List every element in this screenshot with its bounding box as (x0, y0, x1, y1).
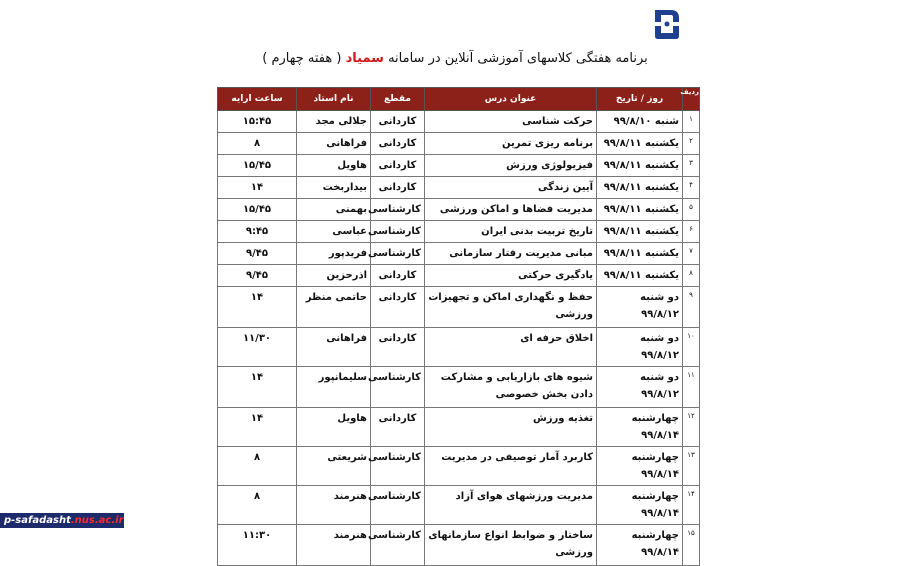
row-number: ۱۳ (683, 447, 700, 486)
date-cell: یکشنبه ۹۹/۸/۱۱ (597, 133, 683, 155)
course-cell: تاریخ تربیت بدنی ایران (425, 221, 597, 243)
table-row (218, 408, 700, 447)
header-teacher: نام استاد (297, 88, 371, 111)
header-date: روز / تاریخ (597, 88, 683, 111)
header-level: مقطع (371, 88, 425, 111)
level-cell: کارشناسی (371, 243, 425, 265)
teacher-cell: هنرمند (297, 525, 371, 566)
row-number: ۱۲ (683, 408, 700, 447)
teacher-cell: فریدپور (297, 243, 371, 265)
course-cell: کاربرد آمار توصیفی در مدیریت (425, 447, 597, 486)
course-cell: شیوه های بازاریابی و مشارکت دادن بخش خصوصی (425, 367, 597, 408)
level-cell: کاردانی (371, 155, 425, 177)
level-cell: کاردانی (371, 328, 425, 367)
level-cell: کاردانی (371, 177, 425, 199)
date-cell: یکشنبه ۹۹/۸/۱۱ (597, 265, 683, 287)
table-row (218, 155, 700, 177)
table-row (218, 221, 700, 243)
row-number: ۱۱ (683, 367, 700, 408)
date-cell: شنبه ۹۹/۸/۱۰ (597, 111, 683, 133)
teacher-cell: هاویل (297, 408, 371, 447)
table-header-row (218, 88, 700, 111)
row-number: ۱۵ (683, 525, 700, 566)
level-cell: کاردانی (371, 111, 425, 133)
time-cell: ۱۴ (218, 367, 297, 408)
teacher-cell: سلیمانپور (297, 367, 371, 408)
time-cell: ۹:۴۵ (218, 221, 297, 243)
teacher-cell: اذرحزین (297, 265, 371, 287)
time-cell: ۱۴ (218, 408, 297, 447)
level-cell: کارشناسی (371, 486, 425, 525)
time-cell: ۱۵/۴۵ (218, 199, 297, 221)
table-row (218, 328, 700, 367)
date-cell: یکشنبه ۹۹/۸/۱۱ (597, 177, 683, 199)
level-cell: کارشناسی (371, 221, 425, 243)
course-cell: تغذیه ورزش (425, 408, 597, 447)
level-cell: کاردانی (371, 265, 425, 287)
date-cell: چهارشنبه ۹۹/۸/۱۴ (597, 486, 683, 525)
header-time: ساعت ارایه (218, 88, 297, 111)
time-cell: ۸ (218, 133, 297, 155)
row-number: ۱۴ (683, 486, 700, 525)
university-logo (649, 6, 685, 42)
course-cell: حفظ و نگهداری اماکن و تجهیزات ورزشی (425, 287, 597, 328)
teacher-cell: فراهانی (297, 133, 371, 155)
time-cell: ۹/۴۵ (218, 243, 297, 265)
teacher-cell: هاویل (297, 155, 371, 177)
table-row (218, 111, 700, 133)
course-cell: برنامه ریزی تمرین (425, 133, 597, 155)
level-cell: کارشناسی (371, 367, 425, 408)
teacher-cell: بیداربخت (297, 177, 371, 199)
course-cell: اخلاق حرفه ای (425, 328, 597, 367)
row-number: ۳ (683, 155, 700, 177)
time-cell: ۹/۴۵ (218, 265, 297, 287)
date-cell: چهارشنبه ۹۹/۸/۱۴ (597, 447, 683, 486)
time-cell: ۱۵/۴۵ (218, 155, 297, 177)
date-cell: یکشنبه ۹۹/۸/۱۱ (597, 155, 683, 177)
teacher-cell: جلالی مجد (297, 111, 371, 133)
row-number: ۷ (683, 243, 700, 265)
website-watermark: p-safadasht.nus.ac.ir (0, 513, 124, 528)
level-cell: کاردانی (371, 133, 425, 155)
row-number: ۶ (683, 221, 700, 243)
date-cell: چهارشنبه ۹۹/۸/۱۴ (597, 525, 683, 566)
teacher-cell: فراهانی (297, 328, 371, 367)
date-cell: یکشنبه ۹۹/۸/۱۱ (597, 199, 683, 221)
table-row (218, 133, 700, 155)
page-title: برنامه هفتگی کلاسهای آموزشی آنلاین در سامانه سمیاد ( هفته چهارم ) (262, 51, 648, 66)
level-cell: کاردانی (371, 408, 425, 447)
teacher-cell: عباسی (297, 221, 371, 243)
level-cell: کارشناسی (371, 199, 425, 221)
row-number: ۱ (683, 111, 700, 133)
level-cell: کارشناسی (371, 447, 425, 486)
date-cell: یکشنبه ۹۹/۸/۱۱ (597, 221, 683, 243)
time-cell: ۱۱/۳۰ (218, 328, 297, 367)
system-name: سمیاد (345, 51, 384, 66)
level-cell: کاردانی (371, 287, 425, 328)
level-cell: کارشناسی (371, 525, 425, 566)
course-cell: حرکت شناسی (425, 111, 597, 133)
schedule-table (217, 87, 700, 566)
table-row (218, 265, 700, 287)
table-row (218, 367, 700, 408)
row-number: ۹ (683, 287, 700, 328)
table-row (218, 287, 700, 328)
time-cell: ۱۱:۳۰ (218, 525, 297, 566)
date-cell: دو شنبه ۹۹/۸/۱۲ (597, 367, 683, 408)
row-number: ۱۰ (683, 328, 700, 367)
table-row (218, 486, 700, 525)
table-row (218, 525, 700, 566)
course-cell: یادگیری حرکتی (425, 265, 597, 287)
table-row (218, 243, 700, 265)
row-number: ۴ (683, 177, 700, 199)
course-cell: مدیریت ورزشهای هوای آزاد (425, 486, 597, 525)
table-row (218, 177, 700, 199)
time-cell: ۱۴ (218, 287, 297, 328)
row-number: ۲ (683, 133, 700, 155)
date-cell: دو شنبه ۹۹/۸/۱۲ (597, 328, 683, 367)
course-cell: مدیریت فضاها و اماکن ورزشی (425, 199, 597, 221)
time-cell: ۸ (218, 447, 297, 486)
course-cell: ساختار و ضوابط انواع سازمانهای ورزشی (425, 525, 597, 566)
date-cell: یکشنبه ۹۹/۸/۱۱ (597, 243, 683, 265)
course-cell: مبانی مدیریت رفتار سازمانی (425, 243, 597, 265)
time-cell: ۸ (218, 486, 297, 525)
course-cell: آیین زندگی (425, 177, 597, 199)
date-cell: چهارشنبه ۹۹/۸/۱۴ (597, 408, 683, 447)
time-cell: ۱۵:۴۵ (218, 111, 297, 133)
date-cell: دو شنبه ۹۹/۸/۱۲ (597, 287, 683, 328)
course-cell: فیزیولوژی ورزش (425, 155, 597, 177)
header-course: عنوان درس (425, 88, 597, 111)
row-number: ۵ (683, 199, 700, 221)
teacher-cell: شریعتی (297, 447, 371, 486)
teacher-cell: هنرمند (297, 486, 371, 525)
teacher-cell: بهمنی (297, 199, 371, 221)
time-cell: ۱۴ (218, 177, 297, 199)
teacher-cell: حاتمی منظر (297, 287, 371, 328)
header-row-number: ردیف (683, 88, 700, 111)
row-number: ۸ (683, 265, 700, 287)
table-row (218, 199, 700, 221)
table-row (218, 447, 700, 486)
